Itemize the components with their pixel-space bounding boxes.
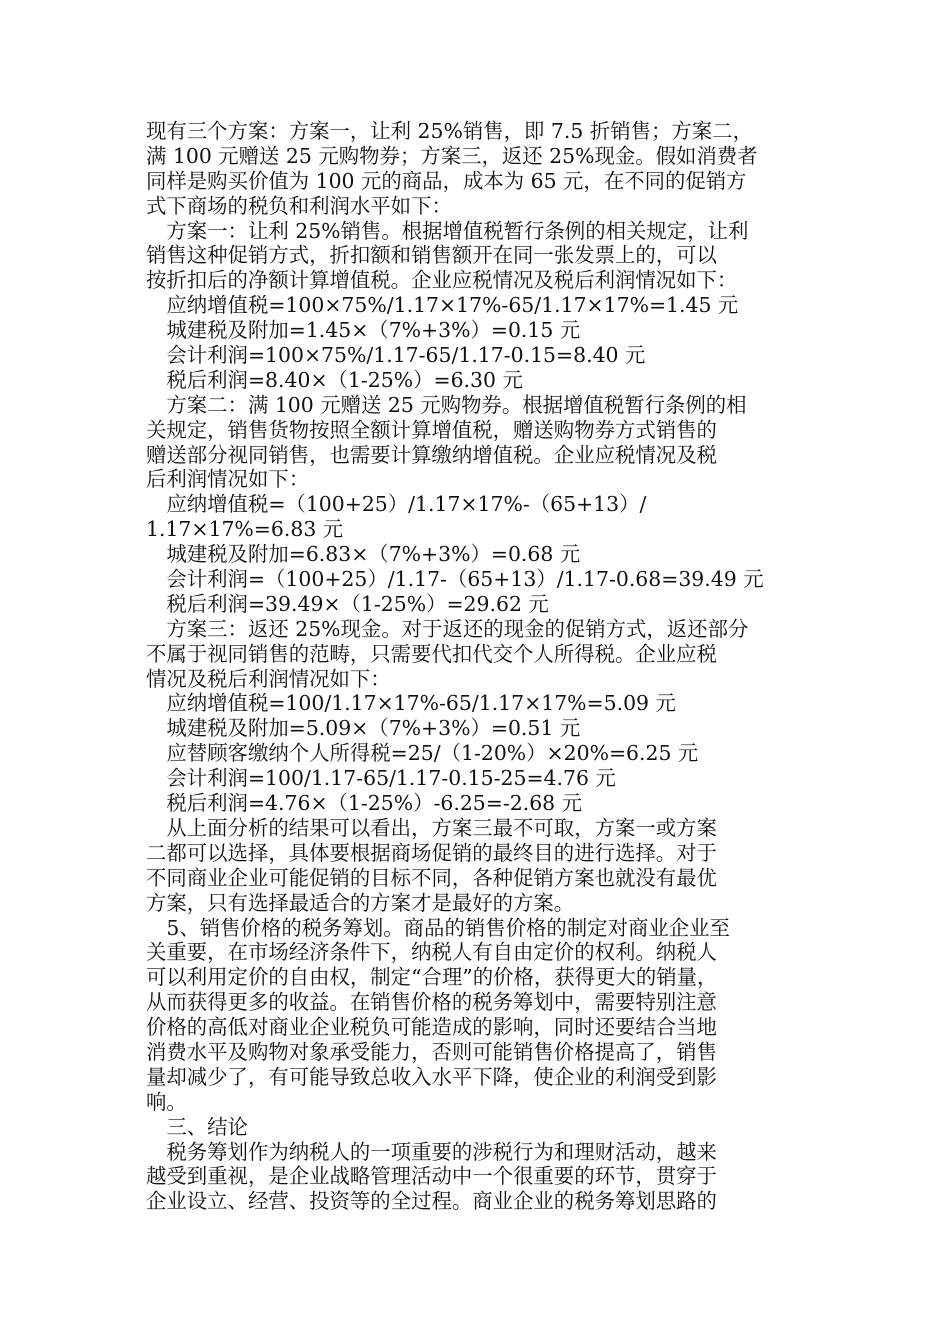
text-line: 税后利润=4.76×（1-25%）-6.25=-2.68 元 [146,791,583,816]
text-line: 不同商业企业可能促销的目标不同，各种促销方案也就没有最优 [146,865,717,890]
text-line: 5、销售价格的税务筹划。商品的销售价格的制定对商业企业至 [146,915,730,940]
text-line: 税务筹划作为纳税人的一项重要的涉税行为和理财活动，越来 [146,1139,717,1164]
text-line: 消费水平及购物对象承受能力，否则可能销售价格提高了，销售 [146,1039,717,1064]
text-line: 应纳增值税=100/1.17×17%-65/1.17×17%=5.09 元 [146,691,676,716]
text-line: 方案，只有选择最适合的方案才是最好的方案。 [146,890,575,915]
text-line: 应替顾客缴纳个人所得税=25/（1-20%）×20%=6.25 元 [146,741,699,766]
body-text [146,119,806,1214]
text-line: 城建税及附加=5.09×（7%+3%）=0.51 元 [146,716,581,741]
section-heading: 三、结论 [146,1114,248,1139]
text-line: 会计利润=100×75%/1.17-65/1.17-0.15=8.40 元 [146,343,646,368]
text-line: 按折扣后的净额计算增值税。企业应税情况及税后利润情况如下： [146,268,738,293]
text-line: 销售这种促销方式，折扣额和销售额开在同一张发票上的，可以 [146,243,717,268]
text-line: 1.17×17%=6.83 元 [146,517,344,542]
text-line: 城建税及附加=6.83×（7%+3%）=0.68 元 [146,542,581,567]
text-line: 后利润情况如下： [146,467,310,492]
text-line: 价格的高低对商业企业税负可能造成的影响，同时还要结合当地 [146,1015,717,1040]
text-line: 应纳增值税=（100+25）/1.17×17%-（65+13）/ [146,492,647,517]
text-line: 赠送部分视同销售，也需要计算缴纳增值税。企业应税情况及税 [146,442,717,467]
text-line: 响。 [146,1089,187,1114]
text-line: 关规定，销售货物按照全额计算增值税，赠送购物券方式销售的 [146,417,717,442]
text-line: 式下商场的税负和利润水平如下： [146,193,452,218]
text-line: 方案一：让利 25%销售。根据增值税暂行条例的相关规定，让利 [146,218,749,243]
text-line: 越受到重视，是企业战略管理活动中一个很重要的环节，贯穿于 [146,1164,717,1189]
text-line: 方案三：返还 25%现金。对于返还的现金的促销方式，返还部分 [146,616,749,641]
text-line: 二都可以选择，具体要根据商场促销的最终目的进行选择。对于 [146,840,717,865]
text-line: 会计利润=（100+25）/1.17-（65+13）/1.17-0.68=39.49 元 [146,567,764,592]
text-line: 可以利用定价的自由权，制定“合理”的价格，获得更大的销量， [146,965,718,990]
text-line: 税后利润=39.49×（1-25%）=29.62 元 [146,591,549,616]
text-line: 城建税及附加=1.45×（7%+3%）=0.15 元 [146,318,581,343]
text-line: 量却减少了，有可能导致总收入水平下降，使企业的利润受到影 [146,1064,717,1089]
text-line: 企业设立、经营、投资等的全过程。商业企业的税务筹划思路的 [146,1189,717,1214]
text-line: 满 100 元赠送 25 元购物券；方案三，返还 25%现金。假如消费者 [146,143,758,168]
text-line: 应纳增值税=100×75%/1.17×17%-65/1.17×17%=1.45 元 [146,293,739,318]
text-line: 方案二：满 100 元赠送 25 元购物券。根据增值税暂行条例的相 [146,392,747,417]
text-line: 关重要，在市场经济条件下，纳税人有自由定价的权利。纳税人 [146,940,717,965]
text-line: 会计利润=100/1.17-65/1.17-0.15-25=4.76 元 [146,766,616,791]
text-line: 从而获得更多的收益。在销售价格的税务筹划中，需要特别注意 [146,990,717,1015]
text-line: 情况及税后利润情况如下： [146,666,391,691]
text-line: 税后利润=8.40×（1-25%）=6.30 元 [146,367,523,392]
text-line: 不属于视同销售的范畴，只需要代扣代交个人所得税。企业应税 [146,641,717,666]
text-line: 同样是购买价值为 100 元的商品，成本为 65 元，在不同的促销方 [146,168,747,193]
text-line: 现有三个方案：方案一，让利 25%销售，即 7.5 折销售；方案二， [146,119,753,143]
text-line: 从上面分析的结果可以看出，方案三最不可取，方案一或方案 [146,815,717,840]
